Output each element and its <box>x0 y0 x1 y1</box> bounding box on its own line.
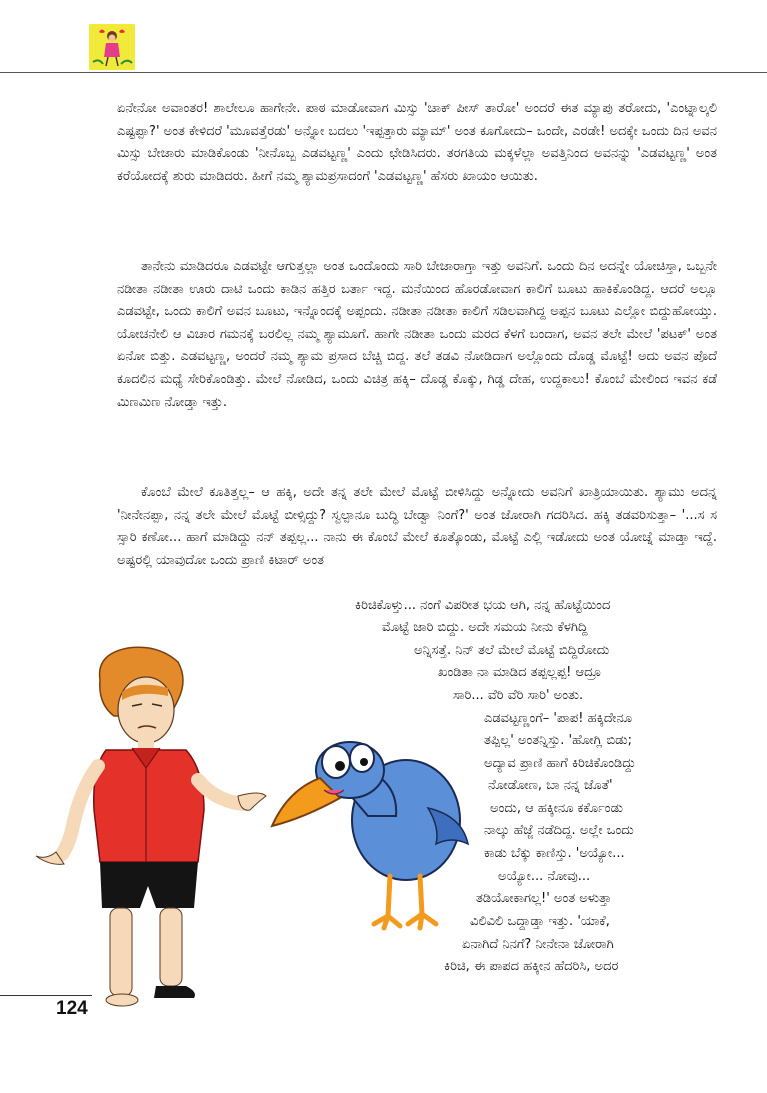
bird-figure <box>272 742 468 928</box>
wrap-line-8: ಅದ್ಯಾವ ಪ್ರಾಣಿ ಹಾಗೆ ಕಿರಿಚಿಕೊಂಡಿದ್ದು <box>484 756 636 771</box>
wrap-line-10: ಅಂದು, ಆ ಹಕ್ಕೀನೂ ಕರ್ಕೊಂಡು <box>490 801 623 816</box>
boy-figure <box>36 647 266 1006</box>
header-rule <box>0 72 767 73</box>
wrap-line-2: ಮೊಟ್ಟೆ ಜಾರಿ ಬಿದ್ದು. ಅದೇ ಸಮಯ ನೀನು ಕೆಳಗಿದ್ದಿ <box>382 620 588 635</box>
wrap-line-16: ಏನಾಗಿದೆ ನಿನಗೆ? ನೀನೇನಾ ಜೋರಾಗಿ <box>462 937 614 952</box>
paragraph-2: ತಾನೇನು ಮಾಡಿದರೂ ಎಡವಟ್ಟೇ ಆಗುತ್ತಲ್ಲಾ ಅಂತ ಒಂದೊಂದು ಸಾರಿ ಬೇಜಾರಾಗ್ತಾ ಇತ್ತು ಅವನಿಗೆ. ಒಂದು ದಿನ ಅದನ್ನೇ ಯೋಚಿಸ್ತಾ, ಒಬ್ಬನೇ ನಡೀತಾ ನಡೀತಾ ಊರು ದಾಟಿ ಒಂದು ಕಾಡಿನ ಹತ್ತಿರ ಬರ್ತಾ ಇದ್ದ. ಮನೆಯಿಂದ ಹೊರಡೋವಾಗ ಕಾಲಿಗೆ ಬೂಟು ಹಾಕಿಕೊಂಡಿದ್ದ. ಆದರೆ ಅಲ್ಲೂ ಎಡವಟ್ಟೇ, ಒಂದು ಕಾಲಿಗೆ ಅವನ ಬೂಟು, ಇನ್ನೊಂದಕ್ಕೆ ಅಪ್ಪಂದು. ನಡೀತಾ ನಡೀತಾ ಕಾಲಿಗೆ ಸಡಿಲವಾಗಿದ್ದ ಅಪ್ಪನ ಬೂಟು ಎಲ್ಲೋ ಬಿದ್ದುಹೋಯ್ತು. ಯೋಚನೇಲಿ ಆ ವಿಚಾರ ಗಮನಕ್ಕೆ ಬರಲಿಲ್ಲ ನಮ್ಮ ಶ್ಯಾಮೂಗೆ. ಹಾಗೇ ನಡೀತಾ ಒಂದು ಮರದ ಕೆಳಗೆ ಬಂದಾಗ, ಅವನ ತಲೇ ಮೇಲೆ 'ಪಟಕ್' ಅಂತ ಏನೋ ಬಿತ್ತು. ಎಡವಟ್ಟಣ್ಣ, ಅಂದರೆ ನಮ್ಮ ಶ್ಯಾಮ ಪ್ರಸಾದ ಬೆಚ್ಚಿ ಬಿದ್ದ. ತಲೆ ತಡವಿ ನೋಡಿದಾಗ ಅಲ್ಲೊಂದು ದೊಡ್ಡ ಮೊಟ್ಟೆ! ಅದು ಅವನ ಪೊದೆ ಕೂದಲಿನ ಮಧ್ಯೆ ಸೇರಿಕೊಂಡಿತ್ತು. ಮೇಲೆ ನೋಡಿದ, ಒಂದು ವಿಚಿತ್ರ ಹಕ್ಕಿ– ದೊಡ್ಡ ಕೊಕ್ಕು, ಗಿಡ್ಡ ದೇಹ, ಉದ್ದಕಾಲು! ಕೊಂಬೆ ಮೇಲಿಂದ ಇವನ ಕಡೆ ಮಿಣಮಿಣ ನೋಡ್ತಾ ಇತ್ತು. <box>117 259 717 410</box>
magazine-logo <box>89 24 135 70</box>
wrap-line-14: ತಡಿಯೋಕಾಗಲ್ಲ!' ಅಂತ ಅಳುತ್ತಾ <box>476 891 612 906</box>
wrap-line-6: ಎಡವಟ್ಟಣ್ಣಂಗೆ– 'ಪಾಪ! ಹಕ್ಕಿದೇನೂ <box>484 711 633 726</box>
wrap-line-12: ಕಾಡು ಬೆಕ್ಕು ಕಾಣಿಸ್ತು. 'ಅಯ್ಯೋ... <box>484 846 625 861</box>
wrap-line-13: ಅಯ್ಯೋ... ನೋವು... <box>498 869 591 884</box>
wrap-line-11: ನಾಲ್ಕು ಹೆಜ್ಜೆ ನಡೆದಿದ್ದ. ಅಲ್ಲೇ ಒಂದು <box>484 823 634 838</box>
wrap-line-3: ಅನ್ನಿಸತ್ತೆ. ನಿನ್ ತಲೆ ಮೇಲೆ ಮೊಟ್ಟೆ ಬಿದ್ದಿರೋದು <box>414 643 610 658</box>
wrap-line-5: ಸಾರಿ... ವೆರಿ ವೆರಿ ಸಾರಿ' ಅಂತು. <box>453 688 584 703</box>
footer-rule <box>0 995 92 996</box>
wrap-line-1: ಕಿರಿಚಿಕೊಳ್ತು... ನಂಗೆ ವಿಪರೀತ ಭಯ ಆಗಿ, ನನ್ನ ಹೊಟ್ಟೆಯಿಂದ <box>355 598 611 613</box>
story-illustration <box>28 640 478 1040</box>
wrap-line-4: ಖಂಡಿತಾ ನಾ ಮಾಡಿದ ತಪ್ಪಲ್ಲಪ್ಪ! ಆದ್ರೂ <box>438 665 602 680</box>
girl-logo-icon <box>89 24 135 70</box>
paragraph-3: ಕೊಂಬೆ ಮೇಲೆ ಕೂತಿತ್ತಲ್ಲ– ಆ ಹಕ್ಕಿ, ಅದೇ ತನ್ನ ತಲೇ ಮೇಲೆ ಮೊಟ್ಟೆ ಬೀಳಿಸಿದ್ದು ಅನ್ನೋದು ಅವನಿಗೆ ಖಾತ್ರಿಯಾಯಿತು. ಶ್ಯಾಮು ಅದನ್ನ 'ನೀನೇನಪ್ಪಾ, ನನ್ನ ತಲೇ ಮೇಲೆ ಮೊಟ್ಟೆ ಬೀಳ್ಸಿದ್ದು? ಸ್ವಲ್ಪಾನೂ ಬುದ್ಧಿ ಬೇಡ್ವಾ ನಿಂಗೆ?' ಅಂತ ಜೋರಾಗಿ ಗದರಿಸಿದ. ಹಕ್ಕಿ ತಡವರಿಸುತ್ತಾ– '...ಸ ಸ ಸ್ಸಾರಿ ಕಣೋ... ಹಾಗೆ ಮಾಡಿದ್ದು ನನ್ ತಪ್ಪಲ್ಲ... ನಾನು ಈ ಕೊಂಬೆ ಮೇಲೆ ಕೂತ್ಕೊಂಡು, ಮೊಟ್ಟೆ ಎಲ್ಲಿ ಇಡೋದು ಅಂತ ಯೋಚ್ನೆ ಮಾಡ್ತಾ ಇದ್ದೆ. ಅಷ್ಟರಲ್ಲಿ ಯಾವುದೋ ಒಂದು ಪ್ರಾಣಿ ಕಿಟಾರ್ ಅಂತ <box>117 485 717 568</box>
wrap-line-9: ನೋಡೋಣ, ಬಾ ನನ್ನ ಜೊತೆ' <box>488 778 613 793</box>
wrap-line-7: ತಪ್ಪಿಲ್ಲ' ಅಂತನ್ನಿಸ್ತು. 'ಹೋಗ್ಲಿ ಬಿಡು; <box>484 733 632 748</box>
page-number: 124 <box>56 998 88 1019</box>
wrap-line-15: ವಿಲಿವಿಲಿ ಒದ್ದಾಡ್ತಾ ಇತ್ತು. 'ಯಾಕೆ, <box>470 914 610 929</box>
paragraph-1: ಏನೇನೋ ಅವಾಂತರ! ಶಾಲೇಲೂ ಹಾಗೇನೇ. ಪಾಠ ಮಾಡೋವಾಗ ಮಿಸ್ಸು 'ಚಾಕ್ ಪೀಸ್ ತಾರೋ' ಅಂದರೆ ಈತ ಮ್ಯಾಪು ತರೋದು, 'ಎಂಟ್ನಾಲ್ಕಲಿ ಎಷ್ಟಪ್ಪಾ?' ಅಂತ ಕೇಳಿದರೆ 'ಮೂವತ್ತೆರಡು' ಅನ್ನೋ ಬದಲು 'ಇಪ್ಪತ್ತಾರು ಮ್ಯಾಮ್' ಅಂತ ಕೂಗೋದು– ಒಂದೇ, ಎರಡೇ! ಅದಕ್ಕೇ ಒಂದು ದಿನ ಅವನ ಮಿಸ್ಸು ಬೇಜಾರು ಮಾಡಿಕೊಂಡು 'ನೀನೊಬ್ಬ ಎಡವಟ್ಟಣ್ಣ' ಎಂದು ಛೇಡಿಸಿದರು. ತರಗತಿಯ ಮಕ್ಕಳೆಲ್ಲಾ ಅವತ್ತಿನಿಂದ ಅವನನ್ನು 'ಎಡವಟ್ಟಣ್ಣ' ಅಂತ ಕರೆಯೋದಕ್ಕೆ ಶುರು ಮಾಡಿದರು. ಹೀಗೆ ನಮ್ಮ ಶ್ಯಾಮಪ್ರಸಾದಂಗೆ 'ಎಡವಟ್ಟಣ್ಣ' ಹೆಸರು ಖಾಯಂ ಆಯಿತು. <box>117 101 717 184</box>
wrap-line-17: ಕಿರಿಚಿ, ಈ ಪಾಪದ ಹಕ್ಕೀನ ಹೆದರಿಸಿ, ಅದರ <box>444 959 619 974</box>
